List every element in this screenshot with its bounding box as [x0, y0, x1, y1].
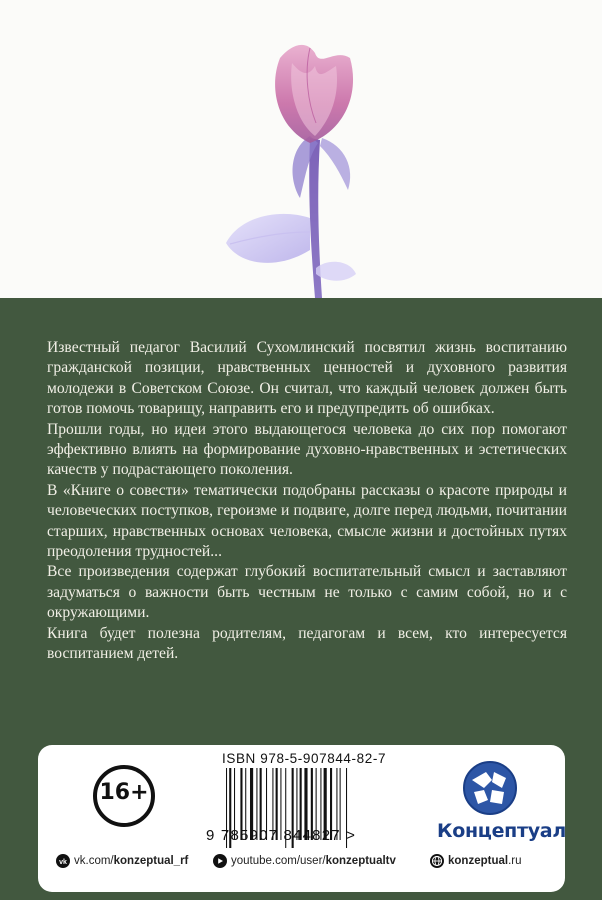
cover-illustration-area: [0, 0, 602, 298]
vk-link-handle: konzeptual_rf: [113, 855, 189, 867]
description-paragraph: В «Книге о совести» тематически подобраны рассказы о красоте природы и человеческих поступков, героизме и подвиге, долге перед людьми, почитании старших, нравственных основах человека, смысле жизни и достойных путях преодоления трудностей...: [47, 481, 567, 561]
youtube-icon: [213, 854, 227, 868]
description-paragraph: Книга будет полезна родителям, педагогам и всем, кто интересуется воспитанием детей.: [47, 624, 567, 663]
description-paragraph: Все произведения содержат глубокий воспитательный смысл и заставляют задуматься о важности быть честным не только с самим собой, но и с окружающими.: [47, 563, 567, 622]
description-paragraph: Прошли годы, но идеи этого выдающегося человека до сих пор помогают эффективно влиять на формирование духовно-нравственных и эстетических качеств у подрастающего поколения.: [47, 420, 567, 479]
vk-icon: [56, 854, 70, 868]
globe-icon: [430, 854, 444, 868]
book-description: [47, 338, 567, 665]
barcode-digits: 9 785907 844827 >: [206, 827, 357, 844]
youtube-link[interactable]: [213, 854, 396, 868]
description-paragraph: Известный педагог Василий Сухомлинский посвятил жизнь воспитанию гражданской позиции, нравственных ценностей и духовного развития молодежи в Советском Союзе. Он считал, что каждый человек должен быть готов помочь товарищу, направить его и предупредить об ошибках.: [47, 339, 567, 418]
youtube-link-handle: konzeptualtv: [325, 855, 396, 867]
website-link-suffix: .ru: [508, 855, 522, 867]
puzzle-globe-icon: [462, 760, 518, 816]
publisher-logo-text: Концептуал: [437, 820, 566, 842]
vk-link-prefix: vk.com/: [74, 855, 114, 867]
website-link-handle: konzeptual: [448, 855, 509, 867]
vk-link[interactable]: [56, 854, 188, 868]
age-rating: 16+: [99, 780, 149, 805]
rose-illustration: [160, 18, 420, 298]
isbn: ISBN 978-5-907844-82-7: [222, 751, 387, 766]
svg-text:vk: vk: [59, 858, 67, 866]
website-link[interactable]: [430, 854, 521, 868]
youtube-link-prefix: youtube.com/user/: [231, 855, 326, 867]
